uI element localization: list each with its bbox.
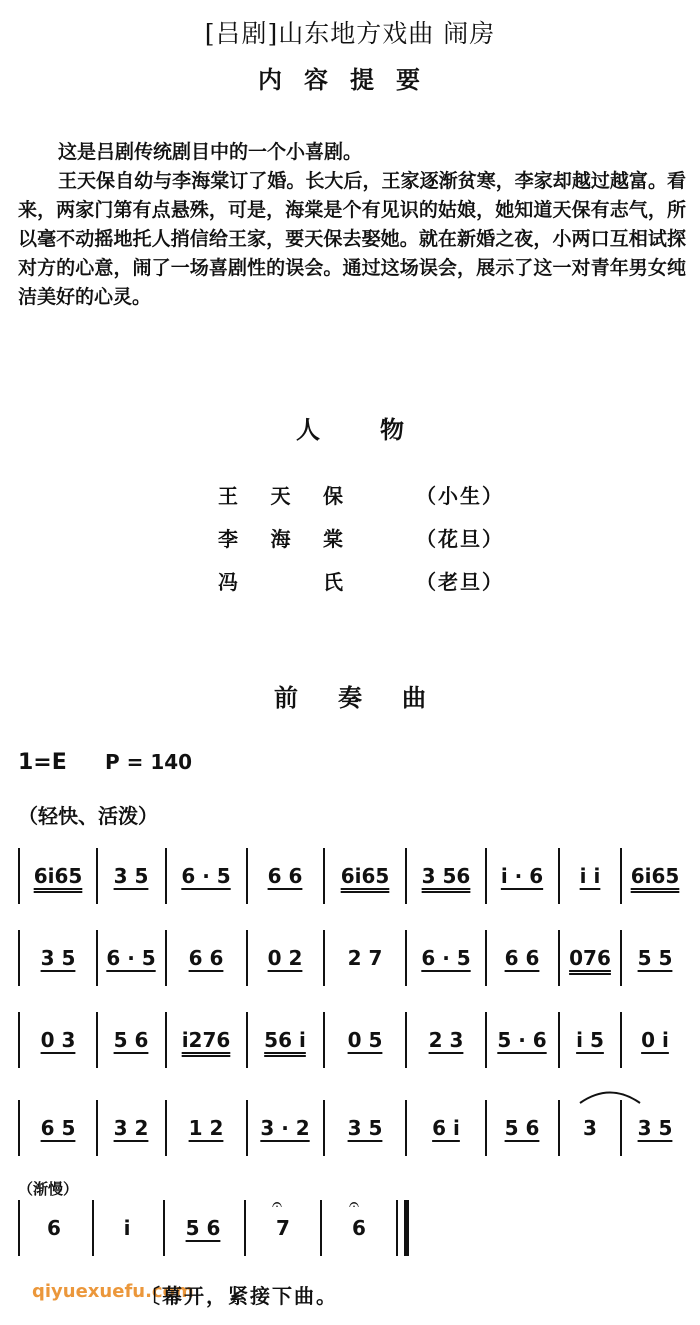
character-name: 王 天 保 <box>218 484 343 508</box>
character-row <box>218 566 518 594</box>
measure: 3 · 2 <box>260 1116 310 1140</box>
barline <box>620 1100 622 1156</box>
measure: 3 5 <box>40 946 76 970</box>
measure: 3 2 <box>113 1116 149 1140</box>
prelude-heading: 前奏曲 <box>274 683 466 712</box>
measure: 3 5 <box>113 864 149 888</box>
barline <box>405 930 407 986</box>
character-name: 李 海 棠 <box>218 527 343 551</box>
character-role: （小生） <box>416 484 504 508</box>
barline <box>246 1012 248 1068</box>
measure: i276 <box>181 1028 231 1052</box>
character-name: 冯 氏 <box>218 570 343 594</box>
barline <box>320 1200 322 1256</box>
final-barline <box>396 1200 409 1256</box>
measure: 5 6 <box>504 1116 540 1140</box>
summary-text <box>18 138 686 312</box>
expression-marking: （轻快、活泼） <box>18 804 158 828</box>
measure: 6i65 <box>340 864 390 888</box>
barline <box>18 1200 20 1256</box>
barline <box>165 1100 167 1156</box>
barline <box>323 1100 325 1156</box>
character-role: （花旦） <box>416 527 504 551</box>
measure: 2 7 <box>347 946 383 970</box>
character-role: （老旦） <box>416 570 504 594</box>
measure: i 5 <box>576 1028 604 1052</box>
measure: 5 6 <box>185 1216 221 1240</box>
barline <box>405 848 407 904</box>
barline <box>18 930 20 986</box>
measure: 6 5 <box>40 1116 76 1140</box>
character-row <box>218 480 518 508</box>
barline <box>323 848 325 904</box>
measure: 5 6 <box>113 1028 149 1052</box>
barline <box>485 848 487 904</box>
measure: 6 <box>47 1216 61 1240</box>
measure: 0 i <box>641 1028 669 1052</box>
barline <box>165 1012 167 1068</box>
notation-row-3 <box>0 1012 700 1072</box>
barline <box>165 848 167 904</box>
barline <box>485 1100 487 1156</box>
measure: 6 6 <box>504 946 540 970</box>
summary-heading: 内容提要 <box>258 65 442 94</box>
tempo-change-marking: （渐慢） <box>18 1180 79 1198</box>
notation-row-5 <box>0 1194 700 1260</box>
measure: 0 5 <box>347 1028 383 1052</box>
measure: i · 6 <box>500 864 544 888</box>
barline <box>620 1012 622 1068</box>
barline <box>485 1012 487 1068</box>
barline <box>18 1012 20 1068</box>
barline <box>620 848 622 904</box>
measure: 56 i <box>264 1028 306 1052</box>
measure: 6 i <box>432 1116 460 1140</box>
barline <box>558 1012 560 1068</box>
barline <box>323 930 325 986</box>
tempo-marking: P = 140 <box>105 750 193 774</box>
measure: 6 6 <box>188 946 224 970</box>
notation-row-4 <box>0 1100 700 1160</box>
measure: 3 5 <box>347 1116 383 1140</box>
notation-row-1 <box>0 848 700 908</box>
measure: 0 2 <box>267 946 303 970</box>
barline <box>246 848 248 904</box>
measure: 6 · 5 <box>421 946 471 970</box>
measure: 6 · 5 <box>181 864 231 888</box>
fermata-icon: 𝄐 <box>272 1194 283 1215</box>
measure: 1 2 <box>188 1116 224 1140</box>
notation-row-2 <box>0 930 700 990</box>
characters-heading: 人物 <box>296 415 464 444</box>
barline <box>244 1200 246 1256</box>
measure: 3 5 <box>637 1116 673 1140</box>
barline <box>323 1012 325 1068</box>
barline <box>96 930 98 986</box>
barline <box>405 1100 407 1156</box>
barline <box>92 1200 94 1256</box>
barline <box>558 848 560 904</box>
barline <box>96 1100 98 1156</box>
measure: 6 <box>352 1216 366 1240</box>
measure: 5 · 6 <box>497 1028 547 1052</box>
measure: 7 <box>276 1216 290 1240</box>
character-row <box>218 523 518 551</box>
measure: i i <box>579 864 601 888</box>
tie-arc <box>578 1086 642 1106</box>
measure: 3 <box>583 1116 597 1140</box>
stage-direction: 〔幕开，紧接下曲。 <box>140 1284 338 1308</box>
measure: 076 <box>569 946 611 970</box>
barline <box>246 1100 248 1156</box>
measure: 6i65 <box>33 864 83 888</box>
page-title: [吕剧]山东地方戏曲 闹房 <box>204 19 496 48</box>
barline <box>485 930 487 986</box>
barline <box>558 1100 560 1156</box>
measure: 5 5 <box>637 946 673 970</box>
barline <box>558 930 560 986</box>
barline <box>163 1200 165 1256</box>
measure: i <box>123 1216 131 1240</box>
barline <box>620 930 622 986</box>
barline <box>96 1012 98 1068</box>
summary-paragraph-1: 这是吕剧传统剧目中的一个小喜剧。 <box>58 141 363 163</box>
fermata-icon: 𝄐 <box>349 1194 360 1215</box>
measure: 2 3 <box>428 1028 464 1052</box>
summary-paragraph-2: 王天保自幼与李海棠订了婚。长大后，王家逐渐贫寒，李家却越过越富。看来，两家门第有点悬殊，可是，海棠是个有见识的姑娘，她知道天保有志气，所以毫不动摇地托人捎信给王家，要天保去娶她。就在新婚之夜，小两口互相试探对方的心意，闹了一场喜剧性的误会。通过这场误会，展示了这一对青年男女纯洁美好的心灵。 <box>18 170 686 308</box>
key-signature: 1=E <box>18 750 67 775</box>
barline <box>96 848 98 904</box>
watermark-text: qiyuexuefu.com <box>32 1281 194 1302</box>
barline <box>18 1100 20 1156</box>
barline <box>246 930 248 986</box>
measure: 6i65 <box>630 864 680 888</box>
measure: 6 · 5 <box>106 946 156 970</box>
barline <box>405 1012 407 1068</box>
barline <box>165 930 167 986</box>
measure: 6 6 <box>267 864 303 888</box>
measure: 3 56 <box>421 864 471 888</box>
barline <box>18 848 20 904</box>
measure: 0 3 <box>40 1028 76 1052</box>
